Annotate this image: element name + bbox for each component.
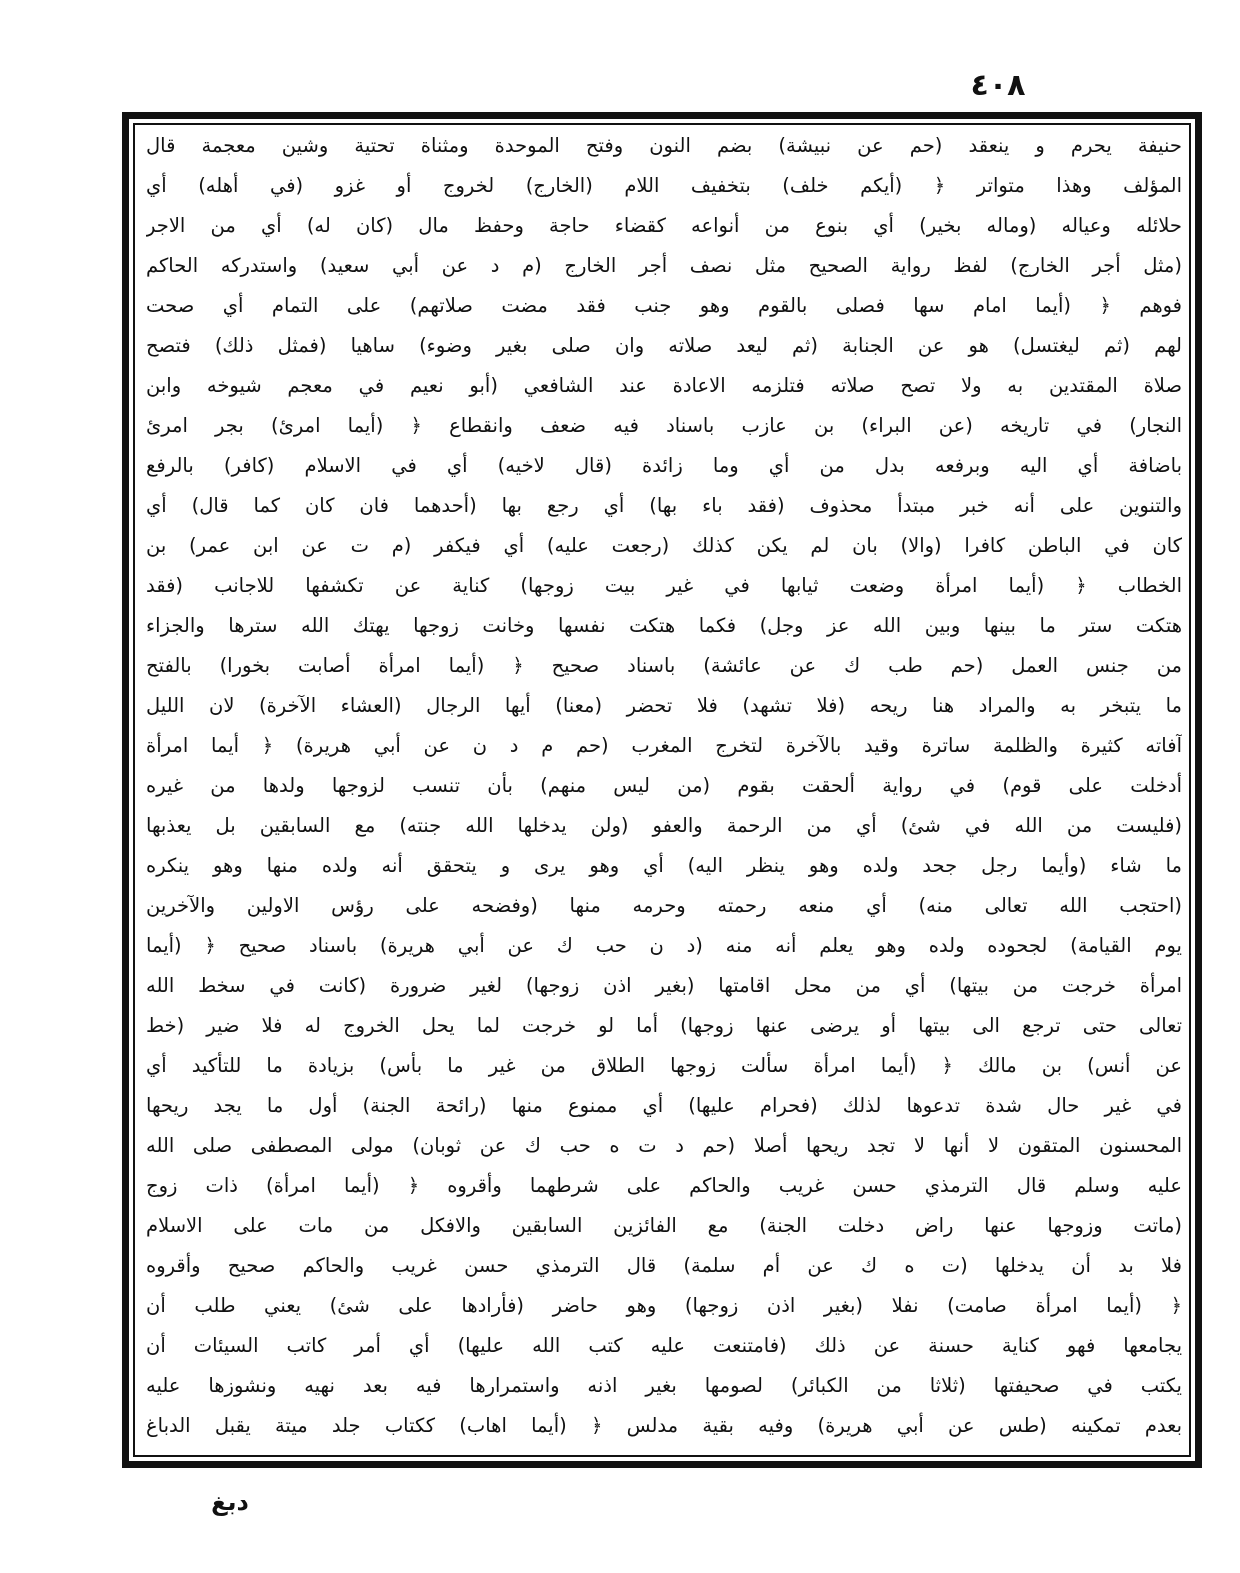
text-line: المحسنون المتقون لا أنها لا تجد ريحها أصلا (حم د ت ه حب ك عن ثوبان) مولى المصطفى صلى الله xyxy=(146,1134,1182,1157)
text-line: (مثل أجر الخارج) لفظ رواية الصحيح مثل نصف أجر الخارج (م د عن أبي سعيد) واستدركه الحاكم xyxy=(146,254,1182,277)
text-line: كان في الباطن كافرا (والا) بان لم يكن كذلك (رجعت عليه) أي فيكفر (م ت عن ابن عمر) بن xyxy=(146,534,1182,557)
text-line: حنيفة يحرم و ينعقد (حم عن نبيشة) بضم النون وفتح الموحدة ومثناة تحتية وشين معجمة قال xyxy=(146,134,1182,157)
main-text-block xyxy=(146,126,1182,1448)
text-line: بعدم تمكينه (طس عن أبي هريرة) وفيه بقية مدلس ﴿ (أيما اهاب) ككتاب جلد ميتة يقبل الدباغ xyxy=(146,1414,1182,1437)
text-line: ﴿ (أيما امرأة صامت) نفلا (بغير اذن زوجها) وهو حاضر (فأرادها على شئ) يعني طلب أن xyxy=(146,1294,1182,1317)
text-line: في غير حال شدة تدعوها لذلك (فحرام عليها) أي ممنوع منها (رائحة الجنة) أول ما يجد ريحها xyxy=(146,1094,1182,1117)
text-line: أدخلت على قوم) في رواية ألحقت بقوم (من ليس منهم) بأن تنسب لزوجها ولدها من غيره xyxy=(146,774,1182,797)
text-line: باضافة أي اليه وبرفعه بدل من أي وما زائدة (قال لاخيه) أي في الاسلام (كافر) بالرفع xyxy=(146,454,1182,477)
text-line: يوم القيامة) لجحوده ولده وهو يعلم أنه منه (د ن حب ك عن أبي هريرة) باسناد صحيح ﴿ (أيما xyxy=(146,934,1182,957)
text-line: حلائله وعياله (وماله بخير) أي بنوع من أنواعه كقضاء حاجة وحفظ مال (كان له) أي من الاجر xyxy=(146,214,1182,237)
text-line: فلا بد أن يدخلها (ت ه ك عن أم سلمة) قال الترمذي حسن غريب والحاكم صحيح وأقروه xyxy=(146,1254,1182,1277)
catchword: دبغ xyxy=(211,1488,249,1516)
text-line: هتكت ستر ما بينها وبين الله عز وجل) فكما هتكت نفسها وخانت زوجها يهتك الله سترها والجزاء xyxy=(146,614,1182,637)
text-line: امرأة خرجت من بيتها) أي من محل اقامتها (بغير اذن زوجها) لغير ضرورة (كانت في سخط الله xyxy=(146,974,1182,997)
text-line: من جنس العمل (حم طب ك عن عائشة) باسناد صحيح ﴿ (أيما امرأة أصابت بخورا) بالفتح xyxy=(146,654,1182,677)
text-line: لهم (ثم ليغتسل) هو عن الجنابة (ثم ليعد صلاته وان صلى بغير وضوء) ساهيا (فمثل ذلك) فتصح xyxy=(146,334,1182,357)
text-line: المؤلف وهذا متواتر ﴿ (أيكم خلف) بتخفيف اللام (الخارج) لخروج أو غزو (في أهله) أي xyxy=(146,174,1182,197)
text-line: (فليست من الله في شئ) أي من الرحمة والعفو (ولن يدخلها الله جنته) مع السابقين بل يعذبها xyxy=(146,814,1182,837)
text-line: ما يتبخر به والمراد هنا ريحه (فلا تشهد) فلا تحضر (معنا) أيها الرجال (العشاء الآخرة) لان الليل xyxy=(146,694,1182,717)
page-number: ٤٠٨ xyxy=(970,68,1026,103)
text-line: الخطاب ﴿ (أيما امرأة وضعت ثيابها في غير بيت زوجها) كناية عن تكشفها للاجانب (فقد xyxy=(146,574,1182,597)
text-line: يجامعها فهو كناية حسنة عن ذلك (فامتنعت عليه كتب الله عليها) أي أمر كاتب السيئات أن xyxy=(146,1334,1182,1357)
text-line: (احتجب الله تعالى منه) أي منعه رحمته وحرمه منها (وفضحه على رؤس الاولين والآخرين xyxy=(146,894,1182,917)
text-line: (ماتت وزوجها عنها راض دخلت الجنة) مع الفائزين السابقين والافكل من مات على الاسلام xyxy=(146,1214,1182,1237)
text-line: النجار) في تاريخه (عن البراء) بن عازب باسناد فيه ضعف وانقطاع ﴿ (أيما امرئ) بجر امرئ xyxy=(146,414,1182,437)
text-line: والتنوين على أنه خبر مبتدأ محذوف (فقد باء بها) أي رجع بها (أحدهما فان كان كما قال) أي xyxy=(146,494,1182,517)
text-line: آفاته كثيرة والظلمة ساترة وقيد بالآخرة لتخرج المغرب (حم م د ن عن أبي هريرة) ﴿ أيما امرأة xyxy=(146,734,1182,757)
text-line: ما شاء (وأيما رجل جحد ولده وهو ينظر اليه) أي وهو يرى و يتحقق أنه ولده منها وهو ينكره xyxy=(146,854,1182,877)
text-line: عن أنس) بن مالك ﴿ (أيما امرأة سألت زوجها الطلاق من غير ما بأس) بزيادة ما للتأكيد أي xyxy=(146,1054,1182,1077)
text-line: صلاة المقتدين به ولا تصح صلاته فتلزمه الاعادة عند الشافعي (أبو نعيم في معجم شيوخه وابن xyxy=(146,374,1182,397)
text-line: فوهم ﴿ (أيما امام سها فصلى بالقوم وهو جنب فقد مضت صلاتهم) على التمام أي صحت xyxy=(146,294,1182,317)
text-line: عليه وسلم قال الترمذي حسن غريب والحاكم على شرطهما وأقروه ﴿ (أيما امرأة) ذات زوج xyxy=(146,1174,1182,1197)
text-line: تعالى حتى ترجع الى بيتها أو يرضى عنها زوجها) أما لو خرجت لما يحل الخروج له فلا ضير (خط xyxy=(146,1014,1182,1037)
text-line: يكتب في صحيفتها (ثلاثا من الكبائر) لصومها بغير اذنه واستمرارها فيه بعد نهيه ونشوزها عليه xyxy=(146,1374,1182,1397)
